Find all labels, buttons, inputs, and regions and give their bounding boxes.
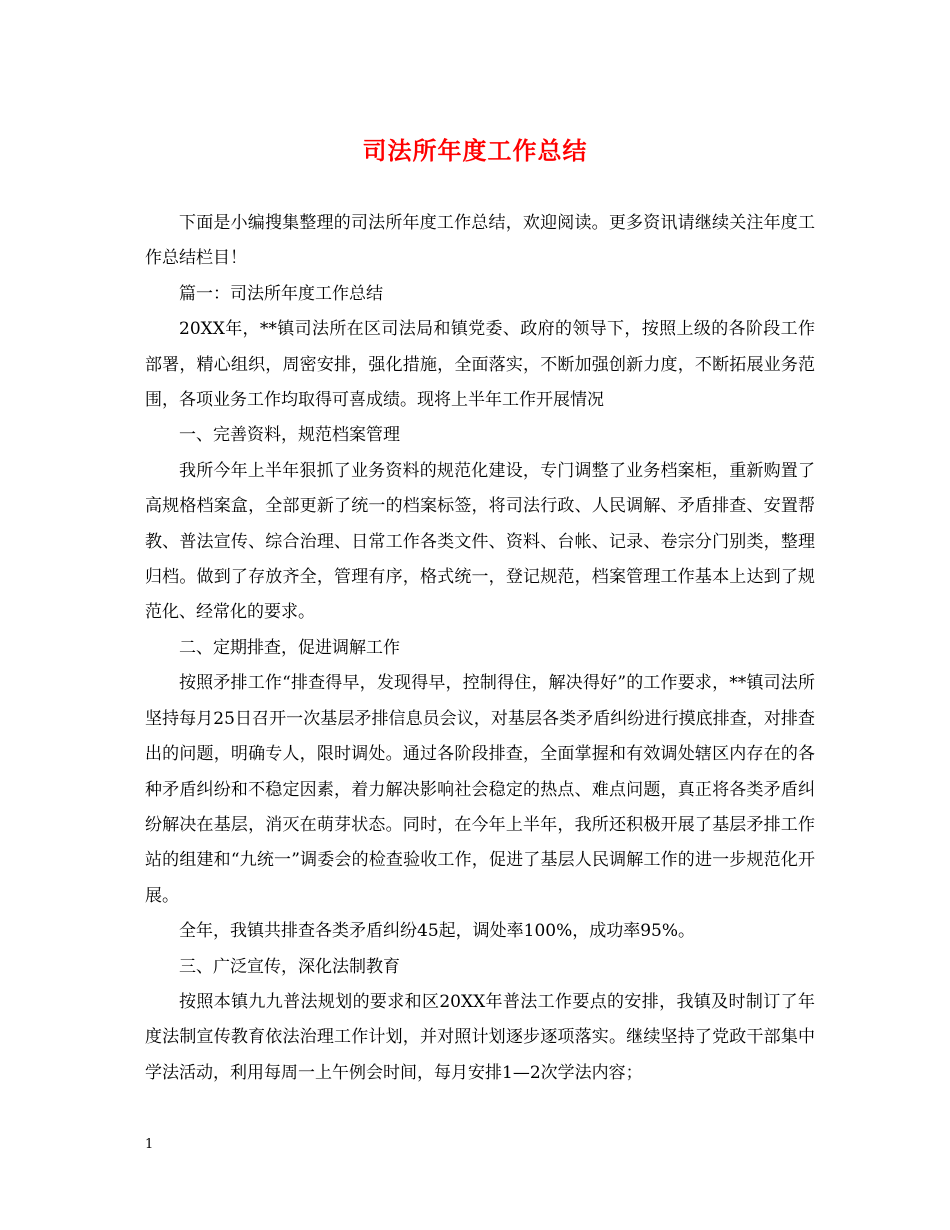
- document-body: [145, 206, 815, 1091]
- paragraph-legal-education: 按照本镇九九普法规划的要求和区20XX年普法工作要点的安排，我镇及时制订了年度法制宣传教育依法治理工作计划，并对照计划逐步逐项落实。继续坚持了党政干部集中学法活动，利用每周一上午例会时间，每月安排1—2次学法内容；: [145, 991, 815, 1083]
- paragraph-overview: 20XX年，**镇司法所在区司法局和镇党委、政府的领导下，按照上级的各阶段工作部署，精心组织，周密安排，强化措施，全面落实，不断加强创新力度，不断拓展业务范围，各项业务工作均取得可喜成绩。现将上半年工作开展情况: [145, 319, 815, 411]
- paragraph-mediation: 按照矛排工作“排查得早，发现得早，控制得住，解决得好”的工作要求，**镇司法所坚持每月25日召开一次基层矛排信息员会议，对基层各类矛盾纠纷进行摸底排查，对排查出的问题，明确专人，限时调处。通过各阶段排查，全面掌握和有效调处辖区内存在的各种矛盾纠纷和不稳定因素，着力解决影响社会稳定的热点、难点问题，真正将各类矛盾纠纷解决在基层，消灭在萌芽状态。同时，在今年上半年，我所还积极开展了基层矛排工作站的组建和“九统一”调委会的检查验收工作，促进了基层人民调解工作的进一步规范化开展。: [145, 673, 815, 906]
- page-number: 1: [145, 1137, 154, 1152]
- paragraph-heading-2: 二、定期排查，促进调解工作: [179, 637, 400, 658]
- paragraph-archives: 我所今年上半年狠抓了业务资料的规范化建设，专门调整了业务档案柜，重新购置了高规格档案盒，全部更新了统一的档案标签，将司法行政、人民调解、矛盾排查、安置帮教、普法宣传、综合治理、日常工作各类文件、资料、台帐、记录、卷宗分门别类，整理归档。做到了存放齐全，管理有序，格式统一，登记规范，档案管理工作基本上达到了规范化、经常化的要求。: [145, 460, 815, 623]
- paragraph-heading-3: 三、广泛宣传，深化法制教育: [179, 956, 400, 977]
- paragraph-intro: 下面是小编搜集整理的司法所年度工作总结，欢迎阅读。更多资讯请继续关注年度工作总结栏目！: [145, 213, 815, 269]
- paragraph-heading-1: 一、完善资料，规范档案管理: [179, 425, 400, 446]
- paragraph-statistics: 全年，我镇共排查各类矛盾纠纷45起，调处率100%，成功率95%。: [179, 921, 696, 942]
- document-title: 司法所年度工作总结: [362, 136, 588, 165]
- paragraph-section-heading: 篇一：司法所年度工作总结: [179, 283, 383, 304]
